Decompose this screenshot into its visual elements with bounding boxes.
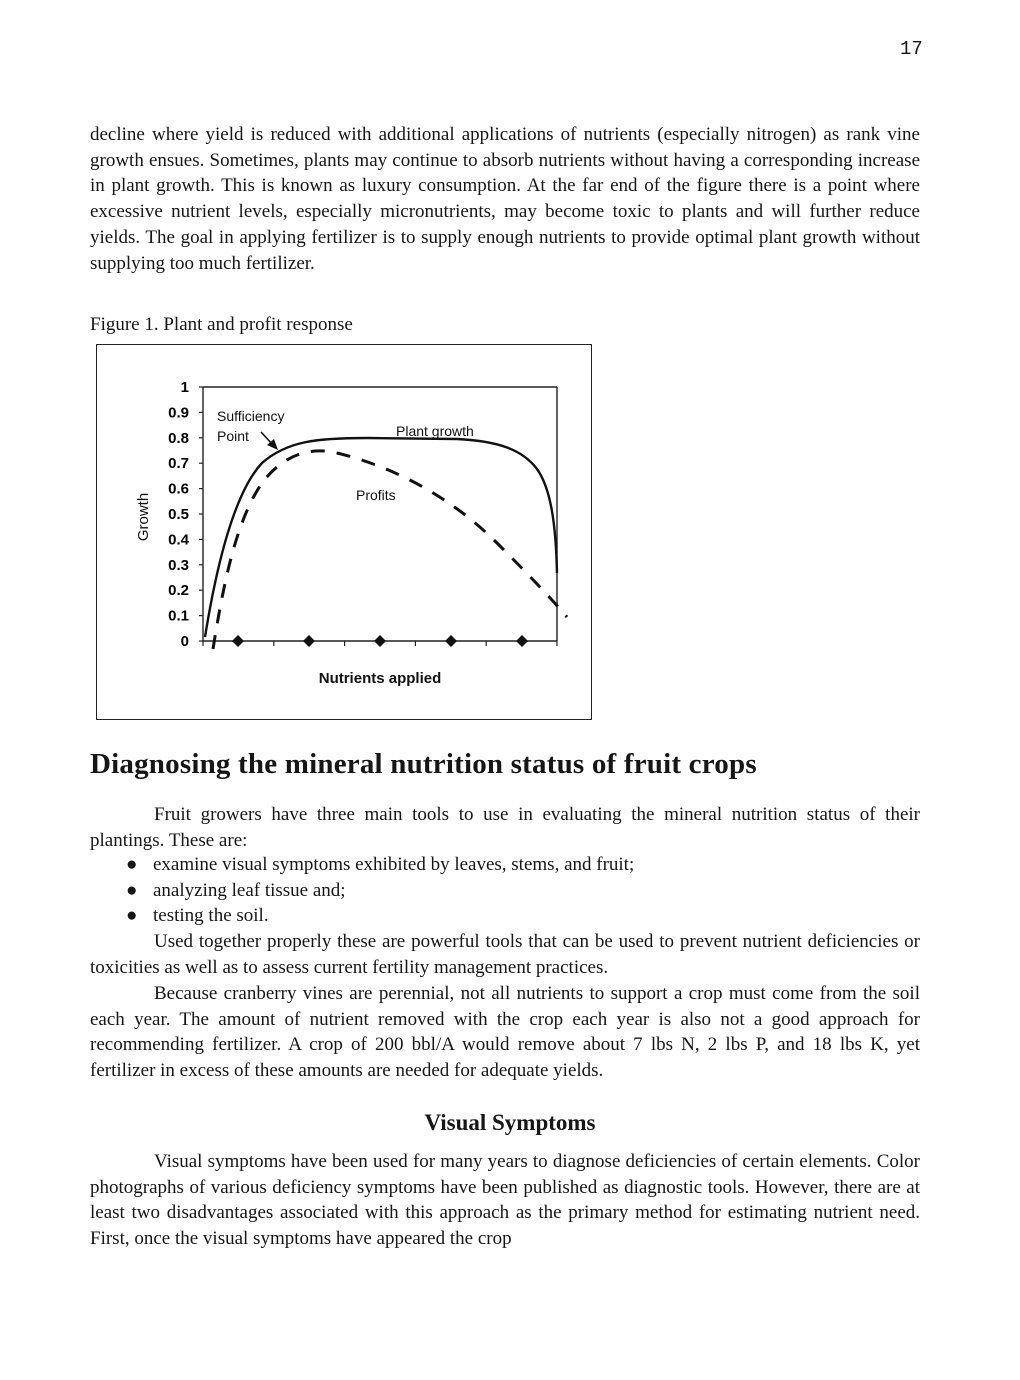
y-tick-label: 0.1 [168,607,189,625]
y-tick-label: 0.3 [168,556,189,574]
y-tick-label: 0.6 [168,480,189,498]
bullet-item [90,878,920,904]
plant-profit-chart [97,345,593,721]
figure-caption: Figure 1. Plant and profit response [90,314,353,335]
data-marker-diamond [303,635,315,647]
section-heading: Diagnosing the mineral nutrition status of fruit crops [90,748,757,780]
y-axis-label: Growth [135,492,152,542]
y-tick-label: 1 [180,379,189,396]
bullet-text: examine visual symptoms exhibited by leaves, stems, and fruit; [153,854,635,875]
paragraph-tools-usage: Used together properly these are powerful tools that can be used to prevent nutrient deficiencies or toxicities as well as to assess current fertility management practices. [90,931,920,978]
bullet-text: analyzing leaf tissue and; [153,879,346,901]
bullet-item [90,852,920,878]
x-axis-label: Nutrients applied [318,670,442,687]
bullet-dot-icon: ● [126,905,138,927]
tools-bullet-list [90,852,920,929]
paragraph-cranberry: Because cranberry vines are perennial, not all nutrients to support a crop must come from the soil each year. The amount of nutrient removed with the crop each year is also not a good approach for recommending fertilizer. A crop of 200 bbl/A would remove about 7 lbs N, 2 lbs P, and 18 lbs K, yet fertilizer in excess of these amounts are needed for adequate yields. [90,983,920,1082]
series-label-profits: Profits [356,487,396,503]
page-number: 17 [900,38,923,60]
bullet-dot-icon: ● [126,879,138,901]
intro-paragraph: decline where yield is reduced with additional applications of nutrients (especially nitrogen) as rank vine growth ensues. Sometimes, plants may continue to absorb nutrients without having a corresponding increase in plant growth. This is known as luxury consumption. At the far end of the figure there is a point where excessive nutrient levels, especially micronutrients, may become toxic to plants and will further reduce yields. The goal in applying fertilizer is to supply enough nutrients to provide optimal plant growth without supplying too much fertilizer. [90,124,920,274]
y-tick-label: 0.2 [168,582,189,600]
y-ticks [168,379,203,650]
data-marker-diamond [374,635,386,647]
y-tick-label: 0.8 [168,429,189,447]
sub-heading-visual-symptoms: Visual Symptoms [424,1110,596,1135]
paragraph-visual-symptoms: Visual symptoms have been used for many years to diagnose deficiencies of certain elements. Color photographs of various deficiency symptoms have been published as diagnostic tools. However, there are at least two disadvantages associated with this approach as the primary method for estimating nutrient need. First, once the visual symptoms have appeared the crop [90,1151,920,1250]
bullet-text: testing the soil. [153,905,269,927]
y-tick-label: 0.5 [168,506,189,523]
data-marker-diamond [516,635,528,647]
data-marker-diamond [232,635,244,647]
bullet-dot-icon: ● [126,854,138,875]
annotation-sufficiency-line1: Sufficiency Point [217,408,285,444]
profits-curve [213,451,567,649]
bullet-item [90,903,920,929]
data-marker-diamond [445,635,457,647]
y-tick-label: 0 [180,633,189,650]
y-tick-label: 0.9 [168,404,189,422]
y-tick-label: 0.4 [168,531,189,549]
paragraph-tools-intro: Fruit growers have three main tools to use in evaluating the mineral nutrition status of their plantings. These are: [90,804,920,851]
figure-frame [96,344,592,720]
series-label-plant-growth: Plant growth [396,423,474,439]
y-tick-label: 0.7 [168,455,189,473]
plant-growth-curve [205,438,557,637]
